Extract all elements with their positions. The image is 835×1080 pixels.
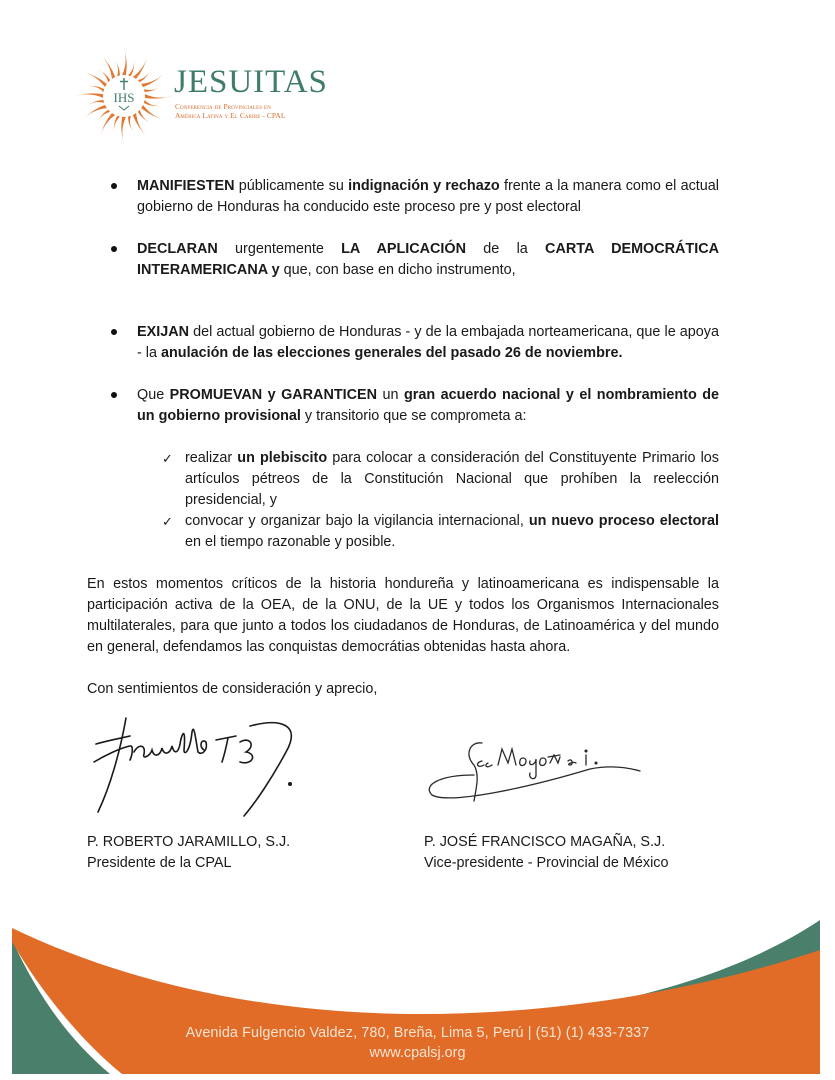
logo-title: JESUITAS [174, 64, 328, 100]
signer-title: Vice-presidente - Provincial de México [424, 855, 669, 871]
bullet-icon [111, 183, 117, 189]
sun-emblem-icon [74, 44, 174, 144]
bold-text: DECLARAN [137, 241, 218, 257]
sun-ray [128, 116, 134, 133]
sun-ray [87, 100, 104, 106]
text-run: frente a la manera como el actual gobierno de Honduras ha conducido este proceso pre y post electoral [137, 178, 719, 215]
sun-ray [82, 72, 106, 87]
bold-text: gran acuerdo nacional y el nombramiento de un gobierno provisional [137, 387, 719, 424]
logo-monogram: IHS [113, 90, 135, 105]
text-run: urgentemente [217, 241, 342, 257]
sun-ray [114, 59, 120, 76]
bold-text: un nuevo proceso electoral [528, 513, 719, 529]
sun-ray [121, 117, 126, 144]
bold-text: CARTA DEMOCRÁTICA INTERAMERICANA y [137, 241, 719, 278]
bold-text: PROMUEVAN y GARANTICEN [169, 387, 378, 403]
signer-name: P. JOSÉ FRANCISCO MAGAÑA, S.J. [424, 834, 666, 850]
body-paragraph: En estos momentos críticos de la historia hondureña y latinoamericana es indispensable la participación activa de la OEA, de la ONU, de la UE y todos los Organismos Internacionales multilaterales, para que junto a todos los ciudadanos de Honduras, de Latinoamérica y del mundo en general, defendamos las conquistas democrátias obtenidas hasta ahora. [87, 576, 719, 655]
text-run: y transitorio que se comprometa a: [300, 408, 527, 424]
signature-jaramillo [90, 712, 320, 822]
check-item [162, 511, 719, 553]
sun-ray [82, 105, 106, 120]
signature-magana [420, 735, 660, 805]
signer-block [87, 832, 290, 874]
bullet-item [87, 239, 719, 281]
logo-subtitle-line1: Conferencia de Provinciales en [175, 102, 271, 111]
sun-ray [145, 94, 172, 99]
text-run: para colocar a consideración del Constituyente Primario los artículos pétreos de la Constitución Nacional que prohíben la reelección presidencial, y [185, 450, 719, 508]
sun-ray [100, 113, 115, 137]
text-run: del actual gobierno de Honduras - y de la embajada norteamericana, que le apoya - la [137, 324, 719, 361]
text-run: públicamente su [234, 178, 349, 194]
bold-text: EXIJAN [137, 324, 189, 340]
text-run: convocar y organizar bajo la vigilancia internacional, [185, 513, 529, 529]
text-run: realizar [185, 450, 238, 466]
sun-ray [144, 100, 161, 106]
text-run: que, con base en dicho instrumento, [279, 262, 516, 278]
bold-text: LA APLICACIÓN [341, 241, 467, 257]
text-run: Que [137, 387, 170, 403]
checkmark-icon: ✓ [162, 451, 173, 466]
sun-ray [141, 105, 165, 120]
footer-address: Avenida Fulgencio Valdez, 780, Breña, Lima 5, Perú | (51) (1) 433-7337 [185, 1025, 650, 1041]
logo-subtitle-line2: América Latina y El Caribe - CPAL [175, 111, 286, 120]
checkmark-icon: ✓ [162, 514, 173, 529]
signer-title: Presidente de la CPAL [87, 855, 232, 871]
bullet-icon [111, 329, 117, 335]
text-run: de la [466, 241, 546, 257]
sun-ray [100, 54, 115, 78]
bullet-item [87, 176, 719, 218]
sun-ray [133, 113, 148, 137]
letter-body [87, 176, 719, 700]
bold-text: un plebiscito [237, 450, 328, 466]
bullet-icon [111, 246, 117, 252]
bold-text: indignación y rechazo [348, 178, 500, 194]
footer-website-link[interactable]: www.cpalsj.org [369, 1045, 466, 1061]
commitments-list [87, 448, 719, 553]
text-run: en el tiempo razonable y posible. [185, 534, 396, 550]
sun-ray [144, 86, 161, 92]
signer-name: P. ROBERTO JARAMILLO, S.J. [87, 834, 291, 850]
jesuitas-logo [74, 44, 334, 144]
sun-ray [133, 54, 148, 78]
bullet-item [87, 385, 719, 427]
closing-line: Con sentimientos de consideración y aprecio, [87, 681, 378, 697]
sun-ray [114, 116, 120, 133]
signer-block [424, 832, 669, 874]
sun-ray [76, 93, 103, 98]
bold-text: anulación de las elecciones generales del pasado 26 de noviembre. [161, 345, 623, 361]
check-item [162, 448, 719, 511]
logo-subtitle [175, 102, 335, 120]
sun-ray [128, 59, 134, 76]
sun-ray [122, 48, 127, 75]
bold-text: MANIFIESTEN [137, 178, 235, 194]
bullet-item [87, 322, 719, 364]
sun-ray [87, 86, 104, 92]
bullet-icon [111, 392, 117, 398]
sun-ray [141, 72, 165, 87]
text-run: un [377, 387, 404, 403]
